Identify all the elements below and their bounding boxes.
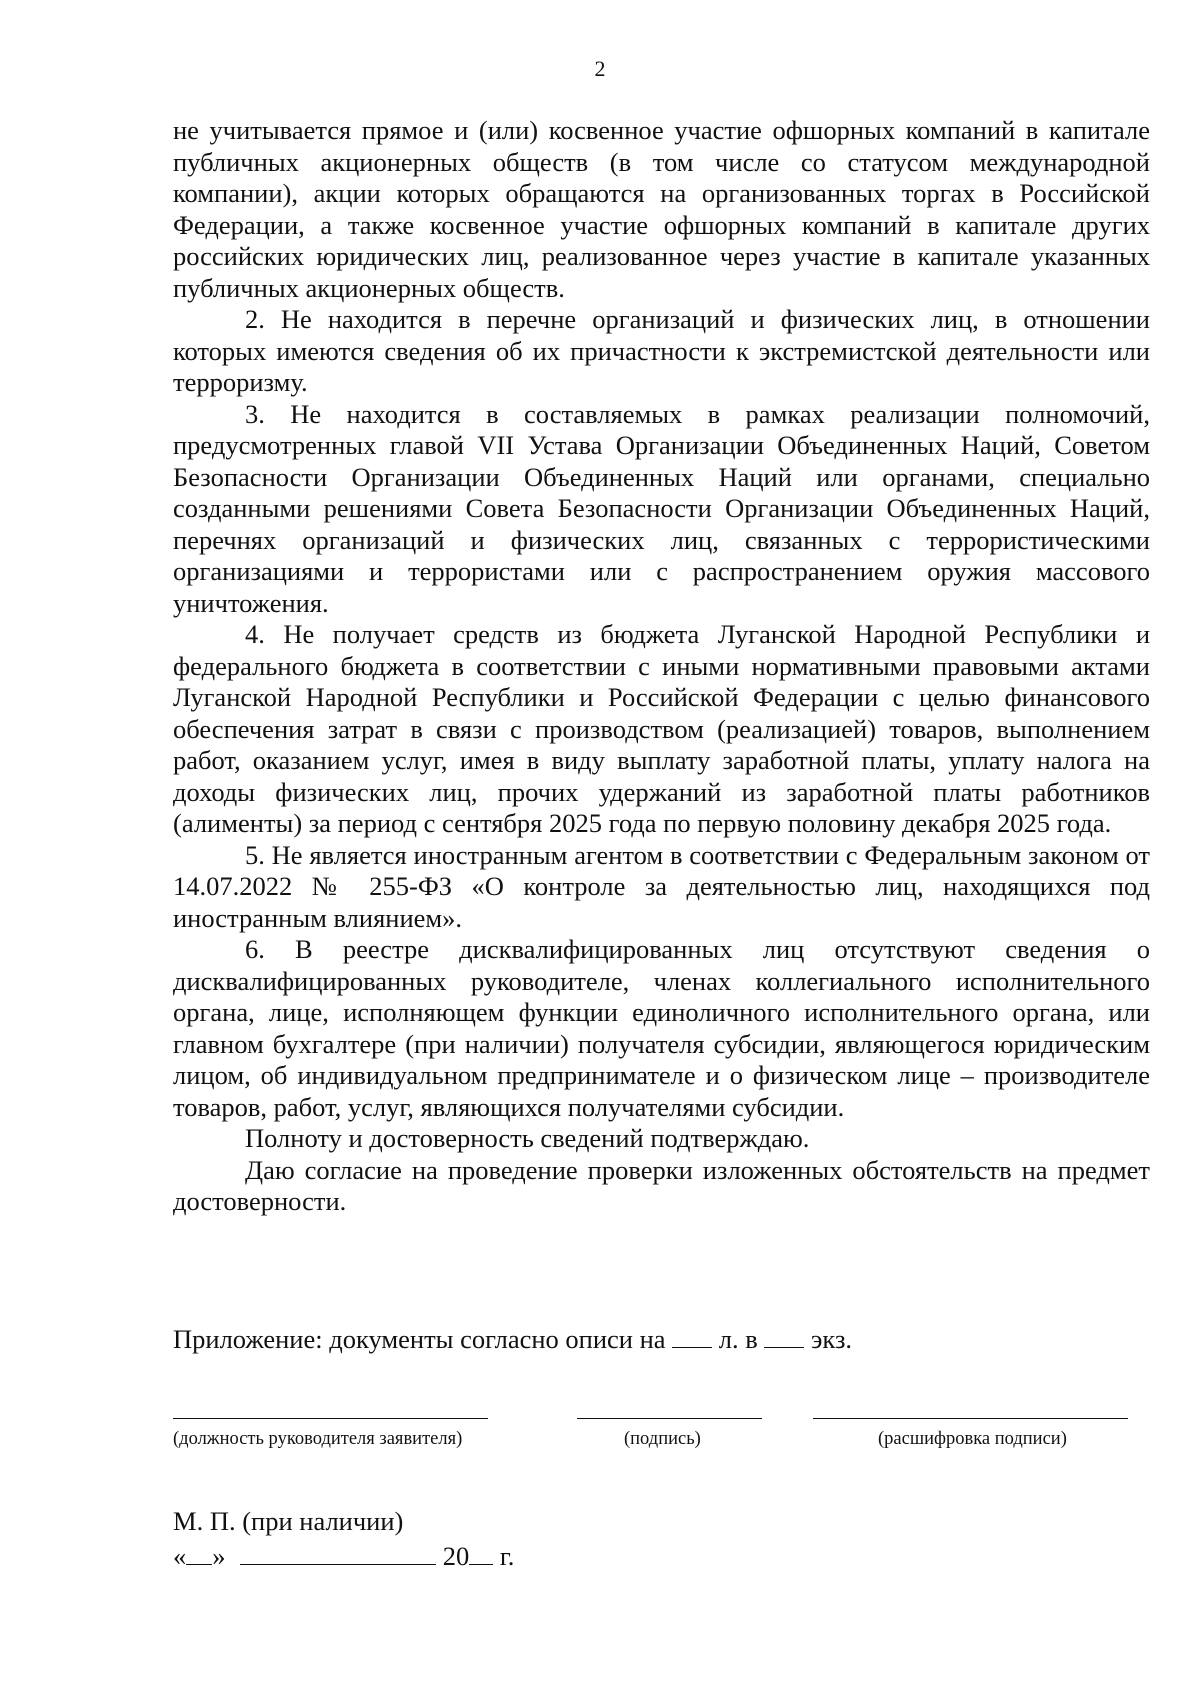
paragraph-item-6: 6. В реестре дисквалифицированных лиц отсутствуют сведения о дисквалифицированных руководителе, членах коллегиального исполнительного органа, лице, исполняющем функции единоличного исполнительного органа, или главном бухгалтере (при наличии) получателя субсидии, являющегося юридическим лицом, об индивидуальном предпринимателе и о физическом лице – производителе товаров, работ, услуг, являющихся получателями субсидии. (173, 934, 1150, 1122)
page-number: 2 (594, 56, 606, 81)
paragraph-item-4: 4. Не получает средств из бюджета Луганской Народной Республики и федерального бюджета в соответствии с иными нормативными правовыми актами Луганской Народной Республики и Российской Федерации с целью финансового обеспечения затрат в связи с производством (реализацией) товаров, выполнением работ, оказанием услуг, имея в виду выплату заработной платы, уплату налога на доходы физических лиц, прочих удержаний из заработной платы работников (алименты) за период с сентября 2025 года по первую половину декабря 2025 года. (173, 619, 1150, 838)
position-signature-line[interactable] (173, 1418, 488, 1419)
decoding-caption: (расшифровка подписи) (878, 1429, 1067, 1449)
day-blank[interactable] (186, 1544, 212, 1565)
year-blank[interactable] (469, 1544, 493, 1565)
copies-count-blank[interactable] (764, 1327, 804, 1348)
position-caption: (должность руководителя заявителя) (173, 1429, 463, 1449)
paragraph-item-5: 5. Не является иностранным агентом в соответствии с Федеральным законом от 14.07.2022 № 255-ФЗ «О контроле за деятельностью лиц, находящихся под иностранным влиянием». (173, 839, 1150, 933)
appendix-line (173, 1323, 852, 1355)
signature-line[interactable] (577, 1418, 762, 1419)
seal-note: М. П. (при наличии) (173, 1506, 404, 1536)
date-close-quote: » (212, 1541, 226, 1571)
signature-caption: (подпись) (624, 1429, 701, 1449)
year-prefix: 20 (442, 1541, 470, 1571)
year-suffix: г. (499, 1541, 515, 1571)
paragraph-item-3: 3. Не находится в составляемых в рамках реализации полномочий, предусмотренных главой VII Устава Организации Объединенных Наций, Советом Безопасности Организации Объединенных Наций или органами, специально созданными решениями Совета Безопасности Организации Объединенных Наций, перечнях организаций и физических лиц, связанных с террористическими организациями и террористами или с распространением оружия массового уничтожения. (173, 398, 1150, 618)
appendix-middle: л. в (718, 1324, 758, 1354)
decoding-signature-line[interactable] (813, 1418, 1128, 1419)
paragraph-continuation: не учитывается прямое и (или) косвенное участие офшорных компаний в капитале публичных акционерных обществ (в том числе со статусом международной компании), акции которых обращаются на организованных торгах в Российской Федерации, а также косвенное участие офшорных компаний в капитале других российских юридических лиц, реализованное через участие в капитале указанных публичных акционерных обществ. (173, 115, 1150, 303)
date-open-quote: « (173, 1541, 187, 1571)
month-blank[interactable] (240, 1544, 436, 1565)
appendix-suffix: экз. (811, 1324, 853, 1354)
appendix-prefix: Приложение: документы согласно описи на (173, 1324, 666, 1354)
document-body (173, 115, 1150, 1218)
paragraph-confirmation: Полноту и достоверность сведений подтверждаю. (245, 1123, 810, 1153)
paragraph-item-2: 2. Не находится в перечне организаций и физических лиц, в отношении которых имеются сведения об их причастности к экстремистской деятельности или терроризму. (173, 304, 1150, 397)
sheets-count-blank[interactable] (672, 1327, 712, 1348)
date-line (173, 1540, 514, 1572)
paragraph-consent: Даю согласие на проведение проверки изложенных обстоятельств на предмет достоверности. (173, 1154, 1150, 1216)
